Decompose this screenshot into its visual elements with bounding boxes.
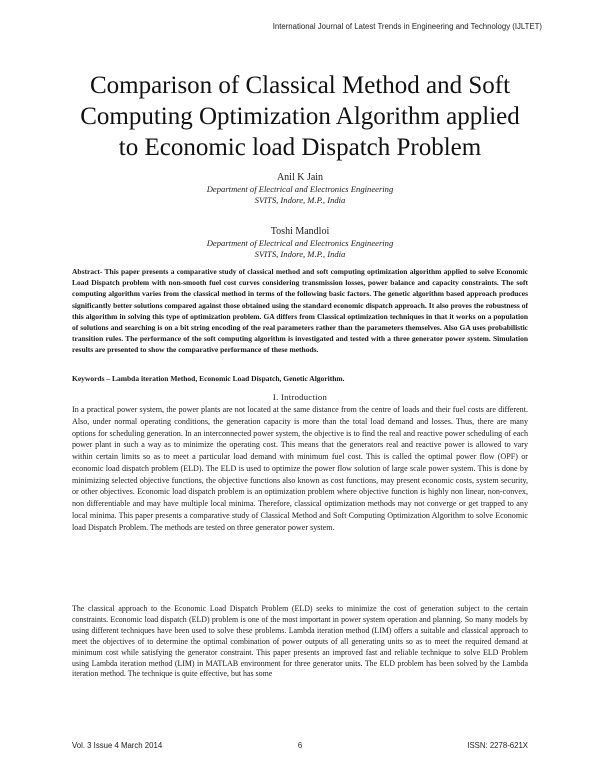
footer-issn: ISSN: 2278-621X — [467, 741, 528, 750]
body-paragraph-2: The classical approach to the Economic Load Dispatch Problem (ELD) seeks to minimize the cost of generation subject to the certain constraints. Economic load dispatch (ELD) problem is one of the most important in power system operation and planning. So many models by using different techniques have been used to solve these problems. Lambda iteration method (LIM) offers a suitable and classical approach to meet the objectives of to determine the optimal combination of power outputs of all generating units so as to meet the required demand at minimum cost while satisfying the generator constraint. This paper presents an improved fast and reliable technique to solve ELD Problem using Lambda iteration method (LIM) in MATLAB environment for three generator units. The ELD problem has been solved by the Lambda iteration method. The technique is quite effective, but has some — [72, 604, 528, 679]
author-block-2 — [100, 225, 500, 260]
author-department: Department of Electrical and Electronics Engineering — [206, 238, 394, 248]
footer-volume: Vol. 3 Issue 4 March 2014 — [72, 741, 163, 750]
footer-page-number: 6 — [297, 741, 303, 750]
author-block-1 — [100, 171, 500, 206]
section-heading-introduction: I. Introduction — [272, 392, 328, 402]
paper-title: Comparison of Classical Method and Soft Computing Optimization Algorithm applied to Economic load Dispatch Problem — [80, 72, 520, 161]
author-name: Toshi Mandloi — [270, 226, 330, 237]
body-paragraph-1: In a practical power system, the power plants are not located at the same distance from the centre of loads and their fuel costs are different. Also, under normal operating conditions, the generation capacity is more than the total load demand and losses. Thus, there are many options for scheduling generation. In an interconnected power system, the objective is to find the real and reactive power scheduling of each power plant in such a way as to minimize the operating cost. This means that the generators real and reactive power is allowed to vary within certain limits so as to meet a particular load demand with minimum fuel cost. This is called the optimal power flow (OPF) or economic load dispatch problem (ELD). The ELD is used to optimize the power flow solution of large scale power system. This is done by minimizing selected objective functions, the objective functions also known as cost functions, may present economic costs, system security, or other objectives. Economic load dispatch problem is an optimization problem where objective function is highly non linear, non-convex, non differentiable and may have multiple local minima. Therefore, classical optimization methods may not converge or get trapped to any local minima. This paper presents a comparative study of Classical Method and Soft Computing Optimization Algorithm to solve Economic load Dispatch Problem. The methods are tested on three generator power system. — [72, 405, 528, 532]
keywords: Keywords – Lambda iteration Method, Economic Load Dispatch, Genetic Algorithm. — [72, 374, 345, 383]
abstract: Abstract- This paper presents a comparative study of classical method and soft computing optimization algorithm applied to solve Economic Load Dispatch problem with non-smooth fuel cost curves considering transmission losses, power balance and capacity constraints. The soft computing algorithm varies from the classical method in terms of the following basic factors. The genetic algorithm based approach produces significantly better solutions compared against those obtained using the standard economic dispatch approach. It also proves the robustness of this algorithm in solving this type of optimization problem. GA differs from Classical optimization techniques in that it works on a population of solutions and searching is on a bit string encoding of the real parameters rather than the parameters themselves. Also GA uses probabilistic transition rules. The performance of the soft computing algorithm is investigated and tested with a three generator power system. Simulation results are presented to show the comparative performance of these methods. — [72, 267, 528, 355]
author-institution: SVITS, Indore, M.P., India — [254, 249, 346, 259]
author-institution: SVITS, Indore, M.P., India — [254, 195, 346, 205]
author-department: Department of Electrical and Electronics Engineering — [206, 184, 394, 194]
author-name: Anil K Jain — [276, 172, 324, 183]
running-head: International Journal of Latest Trends in Engineering and Technology (IJLTET) — [272, 22, 542, 31]
